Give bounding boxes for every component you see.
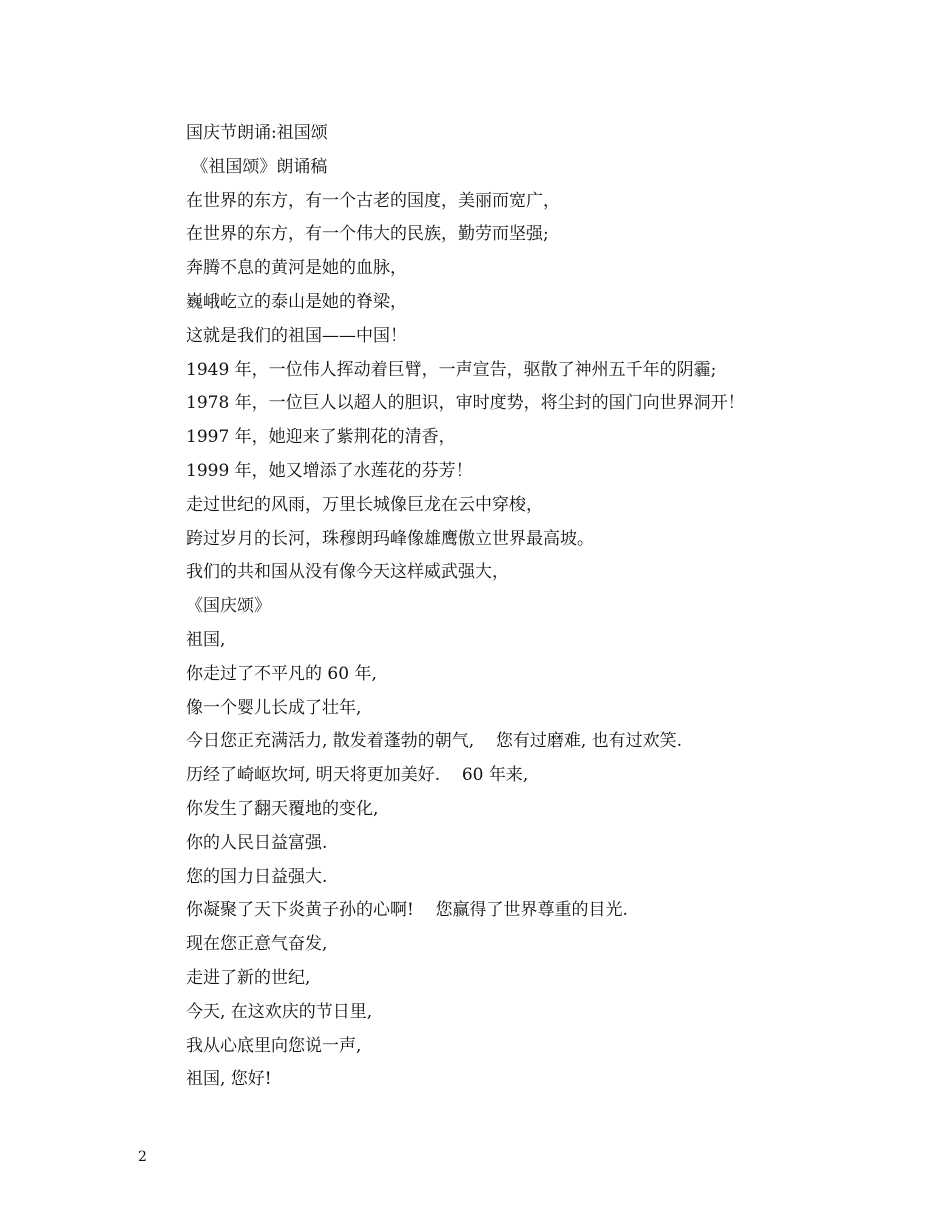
text-line: 这就是我们的祖国——中国！: [186, 325, 407, 346]
poem-text-block: [186, 117, 886, 1097]
text-line: 今天, 在这欢庆的节日里,: [186, 1001, 373, 1022]
text-line: 你凝聚了天下炎黄子孙的心啊! 您赢得了世界尊重的目光.: [186, 900, 628, 921]
text-line: 你的人民日益富强.: [186, 832, 328, 853]
text-line: 奔腾不息的黄河是她的血脉，: [186, 258, 407, 279]
text-line: 国庆节朗诵:祖国颂: [186, 123, 328, 143]
text-line: 巍峨屹立的泰山是她的脊梁，: [186, 291, 407, 312]
text-line: 祖国,: [186, 629, 226, 650]
text-line: 您的国力日益强大.: [186, 866, 328, 887]
text-line: 走过世纪的风雨，万里长城像巨龙在云中穿梭，: [186, 494, 543, 515]
text-line: 祖国, 您好!: [186, 1069, 272, 1090]
text-line: 你走过了不平凡的 60 年,: [186, 663, 377, 684]
text-line: 像一个婴儿长成了壮年,: [186, 697, 362, 718]
text-line: 《国庆颂》: [186, 596, 271, 617]
page-number: 2: [138, 1149, 147, 1165]
text-line: 走进了新的世纪,: [186, 967, 311, 988]
text-line: 我从心底里向您说一声,: [186, 1035, 362, 1056]
text-line: 1949 年，一位伟人挥动着巨臂，一声宣告，驱散了神州五千年的阴霾;: [186, 359, 717, 380]
text-line: 1999 年，她又增添了水莲花的芬芳！: [186, 460, 473, 481]
text-line: 跨过岁月的长河，珠穆朗玛峰像雄鹰傲立世界最高坡。: [186, 528, 594, 549]
text-line: 你发生了翻天覆地的变化,: [186, 798, 379, 819]
text-line: 历经了崎岖坎坷, 明天将更加美好. 60 年来,: [186, 765, 529, 786]
text-line: 1978 年，一位巨人以超人的胆识，审时度势，将尘封的国门向世界洞开！: [186, 393, 745, 414]
text-line: 今日您正充满活力, 散发着蓬勃的朝气, 您有过磨难, 也有过欢笑.: [186, 731, 683, 752]
text-line: 在世界的东方，有一个古老的国度，美丽而宽广，: [186, 190, 560, 211]
text-line: 《祖国颂》朗诵稿: [186, 156, 328, 177]
text-line: 1997 年，她迎来了紫荆花的清香，: [186, 427, 456, 448]
text-line: 现在您正意气奋发,: [186, 934, 328, 955]
text-line: 在世界的东方，有一个伟大的民族，勤劳而坚强;: [186, 224, 549, 245]
text-line: 我们的共和国从没有像今天这样威武强大，: [186, 562, 509, 583]
